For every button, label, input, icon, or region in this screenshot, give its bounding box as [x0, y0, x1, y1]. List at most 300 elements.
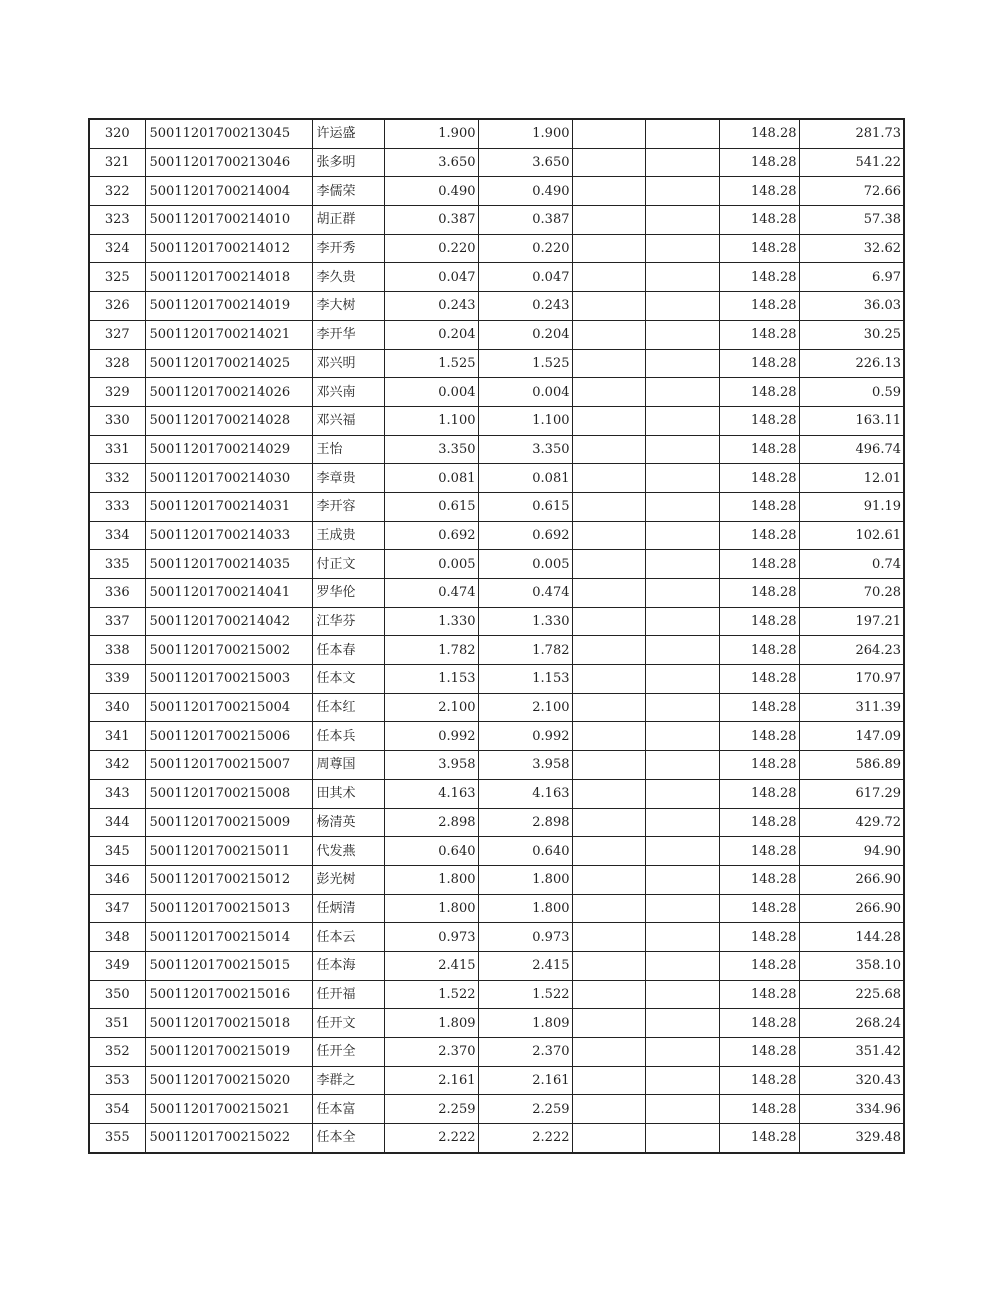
table-row	[89, 894, 904, 923]
unit-rate-cell: 148.28	[719, 378, 799, 407]
household-code-cell: 50011201700214026	[145, 378, 312, 407]
blank-cell-b	[645, 464, 719, 493]
blank-cell-b	[645, 808, 719, 837]
table-row	[89, 378, 904, 407]
owner-name-cell: 邓兴南	[312, 378, 384, 407]
owner-name-cell: 李开秀	[312, 234, 384, 263]
owner-name-cell: 王怡	[312, 435, 384, 464]
confirmed-area-cell: 4.163	[478, 779, 572, 808]
blank-cell-b	[645, 1066, 719, 1095]
blank-cell-a	[572, 464, 645, 493]
household-code-cell: 50011201700215004	[145, 693, 312, 722]
unit-rate-cell: 148.28	[719, 865, 799, 894]
blank-cell-b	[645, 119, 719, 148]
area-cell: 2.100	[384, 693, 478, 722]
row-number-cell: 323	[89, 206, 145, 235]
row-number-cell: 344	[89, 808, 145, 837]
area-cell: 1.800	[384, 865, 478, 894]
unit-rate-cell: 148.28	[719, 636, 799, 665]
household-code-cell: 50011201700215020	[145, 1066, 312, 1095]
confirmed-area-cell: 2.370	[478, 1038, 572, 1067]
blank-cell-b	[645, 980, 719, 1009]
amount-cell: 586.89	[799, 751, 904, 780]
household-code-cell: 50011201700214030	[145, 464, 312, 493]
household-code-cell: 50011201700214004	[145, 177, 312, 206]
area-cell: 0.615	[384, 492, 478, 521]
table-row	[89, 1066, 904, 1095]
household-code-cell: 50011201700215022	[145, 1124, 312, 1153]
table-row	[89, 665, 904, 694]
area-cell: 0.047	[384, 263, 478, 292]
household-code-cell: 50011201700215014	[145, 923, 312, 952]
confirmed-area-cell: 0.615	[478, 492, 572, 521]
area-cell: 0.387	[384, 206, 478, 235]
confirmed-area-cell: 1.900	[478, 119, 572, 148]
household-code-cell: 50011201700214031	[145, 492, 312, 521]
blank-cell-a	[572, 550, 645, 579]
unit-rate-cell: 148.28	[719, 521, 799, 550]
owner-name-cell: 邓兴福	[312, 406, 384, 435]
blank-cell-a	[572, 1066, 645, 1095]
blank-cell-a	[572, 665, 645, 694]
household-code-cell: 50011201700215021	[145, 1095, 312, 1124]
table-row	[89, 292, 904, 321]
blank-cell-a	[572, 865, 645, 894]
row-number-cell: 328	[89, 349, 145, 378]
owner-name-cell: 李章贵	[312, 464, 384, 493]
owner-name-cell: 李大树	[312, 292, 384, 321]
owner-name-cell: 田其术	[312, 779, 384, 808]
unit-rate-cell: 148.28	[719, 464, 799, 493]
owner-name-cell: 李开华	[312, 320, 384, 349]
row-number-cell: 330	[89, 406, 145, 435]
amount-cell: 94.90	[799, 837, 904, 866]
table-row	[89, 865, 904, 894]
table-row	[89, 148, 904, 177]
amount-cell: 496.74	[799, 435, 904, 464]
owner-name-cell: 任开文	[312, 1009, 384, 1038]
table-row	[89, 550, 904, 579]
confirmed-area-cell: 0.005	[478, 550, 572, 579]
row-number-cell: 331	[89, 435, 145, 464]
confirmed-area-cell: 0.243	[478, 292, 572, 321]
row-number-cell: 341	[89, 722, 145, 751]
unit-rate-cell: 148.28	[719, 349, 799, 378]
blank-cell-b	[645, 406, 719, 435]
unit-rate-cell: 148.28	[719, 1038, 799, 1067]
area-cell: 0.474	[384, 579, 478, 608]
owner-name-cell: 罗华伦	[312, 579, 384, 608]
owner-name-cell: 任本春	[312, 636, 384, 665]
area-cell: 2.415	[384, 951, 478, 980]
blank-cell-a	[572, 951, 645, 980]
blank-cell-a	[572, 722, 645, 751]
table-row	[89, 1009, 904, 1038]
amount-cell: 70.28	[799, 579, 904, 608]
owner-name-cell: 任开福	[312, 980, 384, 1009]
blank-cell-a	[572, 349, 645, 378]
table-row	[89, 751, 904, 780]
household-code-cell: 50011201700214010	[145, 206, 312, 235]
blank-cell-a	[572, 320, 645, 349]
area-cell: 1.900	[384, 119, 478, 148]
amount-cell: 0.74	[799, 550, 904, 579]
table-row	[89, 234, 904, 263]
household-code-cell: 50011201700214029	[145, 435, 312, 464]
confirmed-area-cell: 0.640	[478, 837, 572, 866]
blank-cell-b	[645, 148, 719, 177]
confirmed-area-cell: 0.081	[478, 464, 572, 493]
blank-cell-b	[645, 1124, 719, 1153]
unit-rate-cell: 148.28	[719, 1009, 799, 1038]
unit-rate-cell: 148.28	[719, 177, 799, 206]
amount-cell: 163.11	[799, 406, 904, 435]
amount-cell: 36.03	[799, 292, 904, 321]
row-number-cell: 348	[89, 923, 145, 952]
amount-cell: 541.22	[799, 148, 904, 177]
unit-rate-cell: 148.28	[719, 751, 799, 780]
unit-rate-cell: 148.28	[719, 837, 799, 866]
household-code-cell: 50011201700214028	[145, 406, 312, 435]
confirmed-area-cell: 1.800	[478, 865, 572, 894]
household-code-cell: 50011201700215002	[145, 636, 312, 665]
unit-rate-cell: 148.28	[719, 492, 799, 521]
household-code-cell: 50011201700213045	[145, 119, 312, 148]
area-cell: 2.898	[384, 808, 478, 837]
amount-cell: 266.90	[799, 865, 904, 894]
owner-name-cell: 代发燕	[312, 837, 384, 866]
blank-cell-b	[645, 779, 719, 808]
amount-cell: 57.38	[799, 206, 904, 235]
unit-rate-cell: 148.28	[719, 722, 799, 751]
owner-name-cell: 李开容	[312, 492, 384, 521]
unit-rate-cell: 148.28	[719, 894, 799, 923]
unit-rate-cell: 148.28	[719, 579, 799, 608]
table-row	[89, 406, 904, 435]
area-cell: 0.973	[384, 923, 478, 952]
table-row	[89, 263, 904, 292]
confirmed-area-cell: 0.204	[478, 320, 572, 349]
blank-cell-a	[572, 406, 645, 435]
blank-cell-a	[572, 779, 645, 808]
blank-cell-b	[645, 492, 719, 521]
blank-cell-a	[572, 206, 645, 235]
owner-name-cell: 江华芬	[312, 607, 384, 636]
household-code-cell: 50011201700215011	[145, 837, 312, 866]
area-cell: 1.809	[384, 1009, 478, 1038]
confirmed-area-cell: 1.100	[478, 406, 572, 435]
blank-cell-a	[572, 521, 645, 550]
household-code-cell: 50011201700214021	[145, 320, 312, 349]
row-number-cell: 321	[89, 148, 145, 177]
blank-cell-b	[645, 923, 719, 952]
row-number-cell: 346	[89, 865, 145, 894]
unit-rate-cell: 148.28	[719, 1066, 799, 1095]
row-number-cell: 354	[89, 1095, 145, 1124]
blank-cell-a	[572, 607, 645, 636]
area-cell: 3.650	[384, 148, 478, 177]
table-row	[89, 492, 904, 521]
ledger-body	[89, 119, 904, 1153]
confirmed-area-cell: 1.525	[478, 349, 572, 378]
owner-name-cell: 杨清英	[312, 808, 384, 837]
row-number-cell: 350	[89, 980, 145, 1009]
household-code-cell: 50011201700215009	[145, 808, 312, 837]
area-cell: 1.100	[384, 406, 478, 435]
owner-name-cell: 任本兵	[312, 722, 384, 751]
owner-name-cell: 李儒荣	[312, 177, 384, 206]
confirmed-area-cell: 1.809	[478, 1009, 572, 1038]
amount-cell: 30.25	[799, 320, 904, 349]
amount-cell: 72.66	[799, 177, 904, 206]
owner-name-cell: 李久贵	[312, 263, 384, 292]
amount-cell: 147.09	[799, 722, 904, 751]
blank-cell-b	[645, 320, 719, 349]
blank-cell-b	[645, 263, 719, 292]
row-number-cell: 335	[89, 550, 145, 579]
amount-cell: 329.48	[799, 1124, 904, 1153]
area-cell: 1.522	[384, 980, 478, 1009]
household-code-cell: 50011201700214025	[145, 349, 312, 378]
area-cell: 0.692	[384, 521, 478, 550]
unit-rate-cell: 148.28	[719, 292, 799, 321]
blank-cell-b	[645, 636, 719, 665]
owner-name-cell: 张多明	[312, 148, 384, 177]
blank-cell-b	[645, 435, 719, 464]
row-number-cell: 322	[89, 177, 145, 206]
blank-cell-a	[572, 1038, 645, 1067]
row-number-cell: 352	[89, 1038, 145, 1067]
amount-cell: 311.39	[799, 693, 904, 722]
area-cell: 2.370	[384, 1038, 478, 1067]
unit-rate-cell: 148.28	[719, 665, 799, 694]
ledger-table	[88, 118, 905, 1154]
amount-cell: 617.29	[799, 779, 904, 808]
owner-name-cell: 付正文	[312, 550, 384, 579]
owner-name-cell: 任本富	[312, 1095, 384, 1124]
amount-cell: 334.96	[799, 1095, 904, 1124]
table-row	[89, 521, 904, 550]
unit-rate-cell: 148.28	[719, 923, 799, 952]
blank-cell-a	[572, 808, 645, 837]
row-number-cell: 333	[89, 492, 145, 521]
amount-cell: 320.43	[799, 1066, 904, 1095]
area-cell: 2.161	[384, 1066, 478, 1095]
blank-cell-b	[645, 751, 719, 780]
unit-rate-cell: 148.28	[719, 119, 799, 148]
row-number-cell: 326	[89, 292, 145, 321]
household-code-cell: 50011201700215008	[145, 779, 312, 808]
row-number-cell: 349	[89, 951, 145, 980]
household-code-cell: 50011201700214035	[145, 550, 312, 579]
blank-cell-b	[645, 349, 719, 378]
amount-cell: 226.13	[799, 349, 904, 378]
amount-cell: 91.19	[799, 492, 904, 521]
owner-name-cell: 任本文	[312, 665, 384, 694]
household-code-cell: 50011201700215019	[145, 1038, 312, 1067]
owner-name-cell: 邓兴明	[312, 349, 384, 378]
household-code-cell: 50011201700215013	[145, 894, 312, 923]
blank-cell-a	[572, 292, 645, 321]
area-cell: 0.640	[384, 837, 478, 866]
area-cell: 1.525	[384, 349, 478, 378]
unit-rate-cell: 148.28	[719, 607, 799, 636]
blank-cell-a	[572, 148, 645, 177]
table-row	[89, 435, 904, 464]
blank-cell-b	[645, 1095, 719, 1124]
confirmed-area-cell: 1.800	[478, 894, 572, 923]
row-number-cell: 345	[89, 837, 145, 866]
confirmed-area-cell: 0.387	[478, 206, 572, 235]
confirmed-area-cell: 0.490	[478, 177, 572, 206]
row-number-cell: 343	[89, 779, 145, 808]
unit-rate-cell: 148.28	[719, 148, 799, 177]
owner-name-cell: 胡正群	[312, 206, 384, 235]
blank-cell-a	[572, 894, 645, 923]
table-row	[89, 320, 904, 349]
row-number-cell: 332	[89, 464, 145, 493]
blank-cell-b	[645, 378, 719, 407]
owner-name-cell: 任炳清	[312, 894, 384, 923]
amount-cell: 429.72	[799, 808, 904, 837]
owner-name-cell: 周尊国	[312, 751, 384, 780]
unit-rate-cell: 148.28	[719, 1124, 799, 1153]
blank-cell-b	[645, 607, 719, 636]
household-code-cell: 50011201700215012	[145, 865, 312, 894]
confirmed-area-cell: 0.004	[478, 378, 572, 407]
unit-rate-cell: 148.28	[719, 980, 799, 1009]
table-row	[89, 1124, 904, 1153]
blank-cell-b	[645, 550, 719, 579]
amount-cell: 102.61	[799, 521, 904, 550]
amount-cell: 32.62	[799, 234, 904, 263]
owner-name-cell: 李群之	[312, 1066, 384, 1095]
confirmed-area-cell: 1.782	[478, 636, 572, 665]
area-cell: 3.350	[384, 435, 478, 464]
confirmed-area-cell: 3.958	[478, 751, 572, 780]
area-cell: 0.243	[384, 292, 478, 321]
amount-cell: 358.10	[799, 951, 904, 980]
owner-name-cell: 任本海	[312, 951, 384, 980]
confirmed-area-cell: 2.259	[478, 1095, 572, 1124]
confirmed-area-cell: 2.898	[478, 808, 572, 837]
amount-cell: 144.28	[799, 923, 904, 952]
household-code-cell: 50011201700213046	[145, 148, 312, 177]
row-number-cell: 342	[89, 751, 145, 780]
confirmed-area-cell: 2.161	[478, 1066, 572, 1095]
blank-cell-a	[572, 1095, 645, 1124]
owner-name-cell: 任本云	[312, 923, 384, 952]
blank-cell-a	[572, 234, 645, 263]
confirmed-area-cell: 0.220	[478, 234, 572, 263]
confirmed-area-cell: 0.692	[478, 521, 572, 550]
table-row	[89, 177, 904, 206]
unit-rate-cell: 148.28	[719, 234, 799, 263]
confirmed-area-cell: 2.222	[478, 1124, 572, 1153]
owner-name-cell: 王成贵	[312, 521, 384, 550]
table-row	[89, 636, 904, 665]
blank-cell-b	[645, 177, 719, 206]
unit-rate-cell: 148.28	[719, 435, 799, 464]
table-row	[89, 923, 904, 952]
blank-cell-b	[645, 837, 719, 866]
confirmed-area-cell: 2.415	[478, 951, 572, 980]
area-cell: 0.220	[384, 234, 478, 263]
row-number-cell: 329	[89, 378, 145, 407]
row-number-cell: 337	[89, 607, 145, 636]
blank-cell-b	[645, 292, 719, 321]
household-code-cell: 50011201700214041	[145, 579, 312, 608]
household-code-cell: 50011201700214033	[145, 521, 312, 550]
amount-cell: 0.59	[799, 378, 904, 407]
household-code-cell: 50011201700215015	[145, 951, 312, 980]
area-cell: 0.490	[384, 177, 478, 206]
amount-cell: 268.24	[799, 1009, 904, 1038]
blank-cell-b	[645, 579, 719, 608]
area-cell: 0.004	[384, 378, 478, 407]
area-cell: 0.005	[384, 550, 478, 579]
owner-name-cell: 任开全	[312, 1038, 384, 1067]
blank-cell-a	[572, 1009, 645, 1038]
area-cell: 1.782	[384, 636, 478, 665]
area-cell: 2.259	[384, 1095, 478, 1124]
row-number-cell: 334	[89, 521, 145, 550]
blank-cell-b	[645, 894, 719, 923]
amount-cell: 281.73	[799, 119, 904, 148]
blank-cell-a	[572, 1124, 645, 1153]
area-cell: 0.992	[384, 722, 478, 751]
blank-cell-b	[645, 1038, 719, 1067]
blank-cell-b	[645, 234, 719, 263]
unit-rate-cell: 148.28	[719, 951, 799, 980]
table-row	[89, 1038, 904, 1067]
blank-cell-a	[572, 177, 645, 206]
unit-rate-cell: 148.28	[719, 320, 799, 349]
amount-cell: 266.90	[799, 894, 904, 923]
blank-cell-b	[645, 206, 719, 235]
household-code-cell: 50011201700214042	[145, 607, 312, 636]
area-cell: 4.163	[384, 779, 478, 808]
confirmed-area-cell: 1.330	[478, 607, 572, 636]
owner-name-cell: 任本全	[312, 1124, 384, 1153]
row-number-cell: 355	[89, 1124, 145, 1153]
blank-cell-a	[572, 980, 645, 1009]
confirmed-area-cell: 3.650	[478, 148, 572, 177]
blank-cell-b	[645, 722, 719, 751]
unit-rate-cell: 148.28	[719, 779, 799, 808]
household-code-cell: 50011201700215006	[145, 722, 312, 751]
amount-cell: 6.97	[799, 263, 904, 292]
owner-name-cell: 许运盛	[312, 119, 384, 148]
row-number-cell: 327	[89, 320, 145, 349]
area-cell: 0.081	[384, 464, 478, 493]
row-number-cell: 351	[89, 1009, 145, 1038]
row-number-cell: 347	[89, 894, 145, 923]
unit-rate-cell: 148.28	[719, 550, 799, 579]
blank-cell-a	[572, 378, 645, 407]
row-number-cell: 336	[89, 579, 145, 608]
household-code-cell: 50011201700214019	[145, 292, 312, 321]
blank-cell-b	[645, 951, 719, 980]
table-row	[89, 464, 904, 493]
unit-rate-cell: 148.28	[719, 263, 799, 292]
blank-cell-a	[572, 579, 645, 608]
household-code-cell: 50011201700215018	[145, 1009, 312, 1038]
confirmed-area-cell: 3.350	[478, 435, 572, 464]
unit-rate-cell: 148.28	[719, 808, 799, 837]
confirmed-area-cell: 0.992	[478, 722, 572, 751]
amount-cell: 12.01	[799, 464, 904, 493]
